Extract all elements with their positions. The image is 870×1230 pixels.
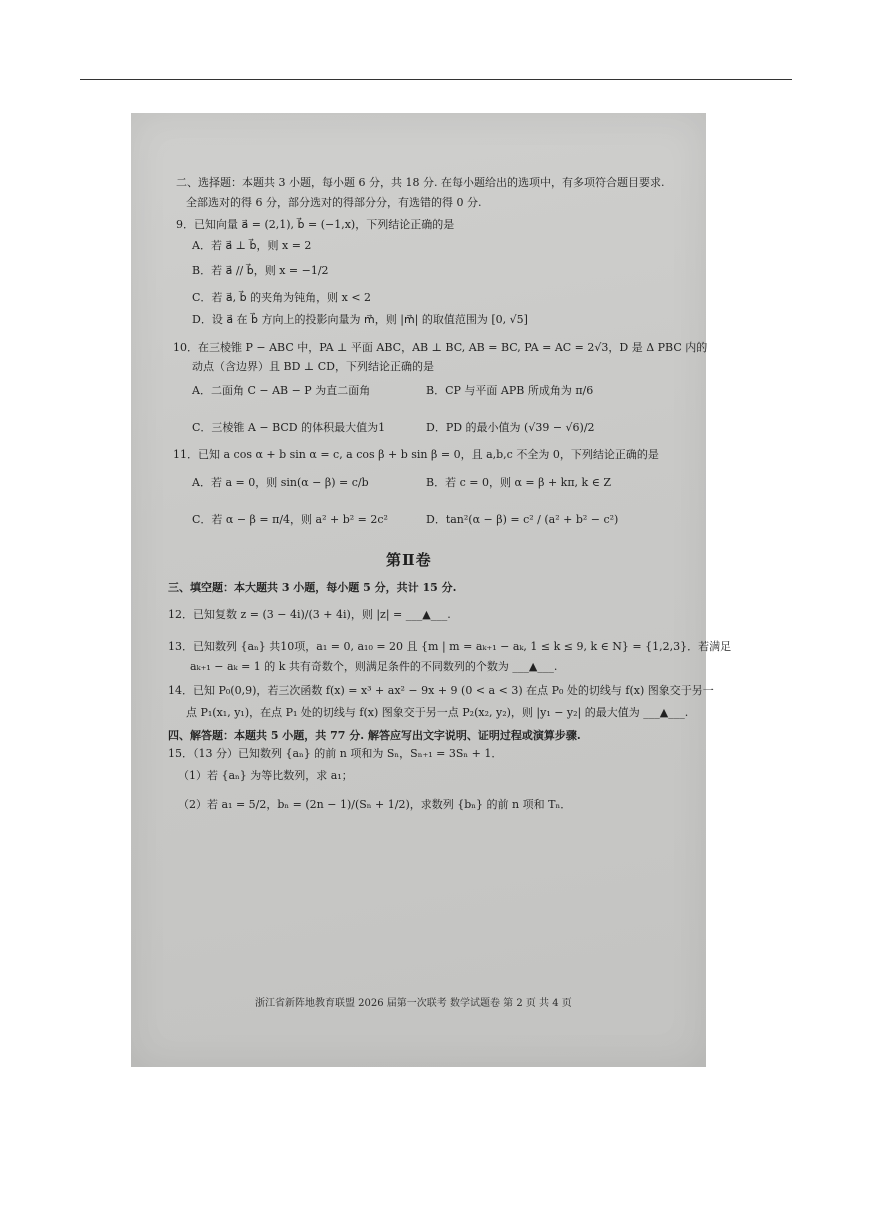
q14-line-2: 点 P₁(x₁, y₁)，在点 P₁ 处的切线与 f(x) 图象交于另一点 P₂(x₂, y₂)，则 |y₁ − y₂| 的最大值为 ___▲___. — [186, 706, 689, 719]
q9-option-b: B．若 a⃗ // b⃗，则 x = −1/2 — [192, 264, 329, 277]
q10-option-c: C．三棱锥 A − BCD 的体积最大值为1 — [192, 421, 386, 434]
q13-line-1: 13．已知数列 {aₙ} 共10项，a₁ = 0, a₁₀ = 20 且 {m | m = aₖ₊₁ − aₖ, 1 ≤ k ≤ 9, k ∈ N} = {1,2,3}．若满足 — [168, 640, 732, 653]
q10-stem-2: 动点（含边界）且 BD ⊥ CD，下列结论正确的是 — [192, 360, 434, 373]
page-footer: 浙江省新阵地教育联盟 2026 届第一次联考 数学试题卷 第 2 页 共 4 页 — [255, 998, 572, 1009]
header-rule — [80, 79, 792, 80]
q10-option-a: A．二面角 C − AB − P 为直二面角 — [192, 384, 371, 397]
q11-option-c: C．若 α − β = π/4，则 a² + b² = 2c² — [192, 513, 388, 526]
q10-stem-1: 10．在三棱锥 P − ABC 中，PA ⊥ 平面 ABC，AB ⊥ BC, AB = BC, PA = AC = 2√3，D 是 Δ PBC 内的 — [173, 341, 708, 354]
q15-part-2: （2）若 a₁ = 5/2，bₙ = (2n − 1)/(Sₙ + 1/2)，求数列 {bₙ} 的前 n 项和 Tₙ． — [178, 798, 572, 811]
q10-option-d: D．PD 的最小值为 (√39 − √6)/2 — [426, 421, 595, 434]
q11-option-d: D．tan²(α − β) = c² / (a² + b² − c²) — [426, 513, 619, 526]
q15-stem: 15．（13 分）已知数列 {aₙ} 的前 n 项和为 Sₙ，Sₙ₊₁ = 3Sₙ + 1． — [168, 747, 503, 760]
section2-header: 二、选择题：本题共 3 小题，每小题 6 分，共 18 分. 在每小题给出的选项中，有多项符合题目要求. — [176, 176, 665, 189]
q9-option-d: D．设 a⃗ 在 b⃗ 方向上的投影向量为 m⃗，则 |m⃗| 的取值范围为 [0, √5] — [192, 313, 528, 326]
q10-option-b: B．CP 与平面 APB 所成角为 π/6 — [426, 384, 594, 397]
q14-line-1: 14．已知 P₀(0,9)，若三次函数 f(x) = x³ + ax² − 9x + 9 (0 < a < 3) 在点 P₀ 处的切线与 f(x) 图象交于另一 — [168, 684, 714, 697]
section4-header: 四、解答题：本题共 5 小题，共 77 分. 解答应写出文字说明、证明过程或演算步骤. — [168, 729, 581, 742]
q9-stem: 9．已知向量 a⃗ = (2,1), b⃗ = (−1,x)，下列结论正确的是 — [176, 218, 455, 231]
section3-header: 三、填空题：本大题共 3 小题，每小题 5 分，共计 15 分. — [168, 581, 457, 594]
q11-option-a: A．若 a = 0，则 sin(α − β) = c/b — [192, 476, 369, 489]
q15-part-1: （1）若 {aₙ} 为等比数列，求 a₁； — [178, 769, 353, 782]
q11-option-b: B．若 c = 0，则 α = β + kπ, k ∈ Z — [426, 476, 611, 489]
q13-line-2: aₖ₊₁ − aₖ = 1 的 k 共有奇数个，则满足条件的不同数列的个数为 ___▲___. — [190, 660, 558, 673]
q11-stem: 11．已知 a cos α + b sin α = c, a cos β + b sin β = 0，且 a,b,c 不全为 0，下列结论正确的是 — [173, 448, 659, 461]
part-ii-title: 第Ⅱ卷 — [386, 551, 432, 569]
q9-option-a: A．若 a⃗ ⊥ b⃗，则 x = 2 — [192, 239, 312, 252]
q9-option-c: C．若 a⃗, b⃗ 的夹角为钝角，则 x < 2 — [192, 291, 372, 304]
section2-header-2: 全部选对的得 6 分，部分选对的得部分分，有选错的得 0 分. — [186, 196, 482, 209]
q12-text: 12．已知复数 z = (3 − 4i)/(3 + 4i)，则 |z| = ___▲___. — [168, 608, 451, 621]
